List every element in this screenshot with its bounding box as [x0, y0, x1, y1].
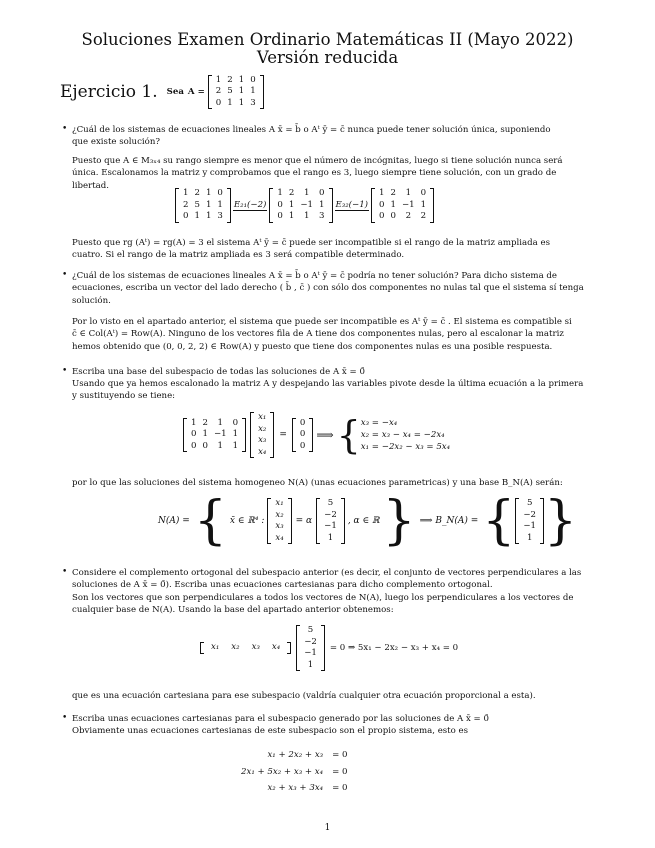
orthogonal-equation — [200, 625, 458, 671]
s4-answer: Son los vectores que son perpendiculares a todos los vectores de N(A), luego los perpendiculares a los vectores de cualquier base de N(A). Usando la base del apartado anterior obtenemos: — [72, 593, 574, 616]
basis-vector: 5 −2 −1 1 — [316, 498, 345, 544]
s3-answer: Usando que ya hemos escalonado la matriz A y despejando las variables pivote desde la última ecuación a la primera y sustituyendo se tiene: — [72, 379, 584, 402]
s3-question: Escriba una base del subespacio de todas las soluciones de A x̄ = 0̄ — [72, 367, 365, 377]
op-e32: E₃₂(−1) — [335, 199, 369, 210]
s3-basis-text: por lo que las soluciones del sistema homogeneo N(A) (unas ecuaciones parametricas) y una base B_N(A) serán: — [72, 478, 563, 488]
cartesian-system — [240, 747, 349, 797]
a-equals: A = — [187, 87, 205, 97]
basis-vector-3: 5 −2 −1 1 — [296, 625, 325, 671]
matrix-step-1: 1 2 1 0 2 5 1 1 0 1 1 3 — [175, 188, 231, 223]
s5-answer: Obviamente unas ecuaciones cartesianas de este subespacio son el propio sistema, esto es — [72, 726, 469, 736]
matrix-step-2: 1 2 1 0 0 1 −1 1 0 1 1 3 — [269, 188, 332, 223]
vector-zero: 0 0 0 — [292, 418, 313, 453]
bullet-icon: • — [62, 366, 68, 376]
matrix-reduced: 1 2 1 0 0 1 −1 1 0 0 1 1 — [183, 418, 246, 453]
page-number: 1 — [324, 823, 331, 833]
system-row: 2x₁ + 5x₂ + x₃ + x₄ = 0 — [241, 766, 348, 777]
row-vector-x: x₁ x₂ x₃ x₄ — [200, 642, 291, 654]
s4-question: Considere el complemento ortogonal del subespacio anterior (es decir, el conjunto de vectores perpendiculares a las soluciones de A x̄ = 0̄). Escriba unas ecuaciones cartesianas para dicho complemento ortogonal. — [72, 568, 582, 591]
s5-question: Escriba unas ecuaciones cartesianas para el subespacio generado por las soluciones de A x̄ = 0̄ — [72, 714, 489, 724]
row-reduction — [175, 188, 434, 223]
matrix-step-3: 1 2 1 0 0 1 −1 1 0 0 2 2 — [371, 188, 434, 223]
bullet-icon: • — [62, 567, 68, 577]
op-e21: E₂₁(−2) — [233, 199, 267, 210]
vector-x-2: x₁ x₂ x₃ x₄ — [267, 498, 291, 544]
exercise-label: Ejercicio 1. — [60, 82, 158, 102]
vector-x: x₁ x₂ x₃ x₄ — [250, 412, 274, 458]
s4-conclusion: que es una ecuación cartesiana para ese subespacio (valdría cualquier otra ecuación proporcional a esta). — [72, 691, 536, 701]
s2-question: ¿Cuál de los sistemas de ecuaciones lineales A x̄ = b̄ o Aᵗ ȳ = c̄ podría no tener solución? Para dicho sistema de ecuaciones, escriba un vector del lado derecho ( b̄ , c̄ ) con sólo dos componentes no nulas tal que el sistema sí tenga solución. — [72, 271, 584, 306]
s1-answer: Puesto que A ∈ M₃ₓ₄ su rango siempre es menor que el número de incógnitas, luego si tiene solución nunca será única. Escalonamos la matriz y comprobamos que el rango es 3, luego siempre tiene solución, con un grado de libertad. — [72, 156, 563, 191]
sea-text: Sea — [166, 87, 184, 97]
system-row: x₁ + 2x₂ + x₃ = 0 — [267, 750, 348, 760]
bullet-icon: • — [62, 270, 68, 280]
homogeneous-system: 1 2 1 0 0 1 −1 1 0 0 1 1 x₁ x₂ x₃ x₄ = 0 0 0 ⟹ { x₃ = −x₄ x₂ = x₃ − x₄ = −2x₄ x₁ = −2x₂ − x₃ = 5x₄ — [183, 412, 450, 458]
basis-vector-2: 5 −2 −1 1 — [515, 498, 544, 544]
matrix-a: 1 2 1 0 2 5 1 1 0 1 1 3 — [208, 75, 264, 110]
bullet-icon: • — [62, 124, 68, 134]
document-subtitle: Versión reducida — [256, 48, 399, 67]
system-row: x₂ + x₃ + 3x₄ = 0 — [267, 783, 348, 793]
s2-answer: Por lo visto en el apartado anterior, el sistema que puede ser incompatible es Aᵗ ȳ = c̄ . El sistema es compatible si c̄ ∈ Col(Aᵗ) = Row(A). Ninguno de los vectores fila de A tiene dos componentes nulas, pero al escalonar la matriz hemos obtenido que (0, 0, 2, 2) ∈ Row(A) y puesto que tiene dos componentes nulas es una posible respuesta. — [72, 317, 572, 352]
bullet-icon: • — [62, 713, 68, 723]
implies-arrow: ⟹ — [316, 428, 334, 442]
document-title: Soluciones Examen Ordinario Matemáticas II (Mayo 2022) — [81, 30, 574, 49]
solution-equations: x₃ = −x₄ x₂ = x₃ − x₄ = −2x₄ x₁ = −2x₂ − x₃ = 5x₄ — [360, 417, 451, 453]
s1-question: ¿Cuál de los sistemas de ecuaciones lineales A x̄ = b̄ o Aᵗ ȳ = c̄ nunca puede tener solución única, suponiendo que existe solución? — [72, 125, 551, 148]
cartesian-equation: = 0 ⇒ 5x₁ − 2x₂ − x₃ + x₄ = 0 — [329, 643, 459, 653]
s1-conclusion: Puesto que rg (Aᵗ) = rg(A) = 3 el sistema Aᵗ ȳ = c̄ puede ser incompatible si el rango de la matriz ampliada es cuatro. Si el rango de la matriz ampliada es 3 será compatible determinado. — [72, 238, 550, 261]
null-space-expression: N(A) = { x̄ ∈ ℝ⁴ : x₁ x₂ x₃ x₄ = α 5 −2 −1 1 , α ∈ ℝ } ⟹ B_N(A) = { 5 −2 −1 1 } — [158, 491, 578, 551]
exercise-heading — [60, 72, 264, 112]
